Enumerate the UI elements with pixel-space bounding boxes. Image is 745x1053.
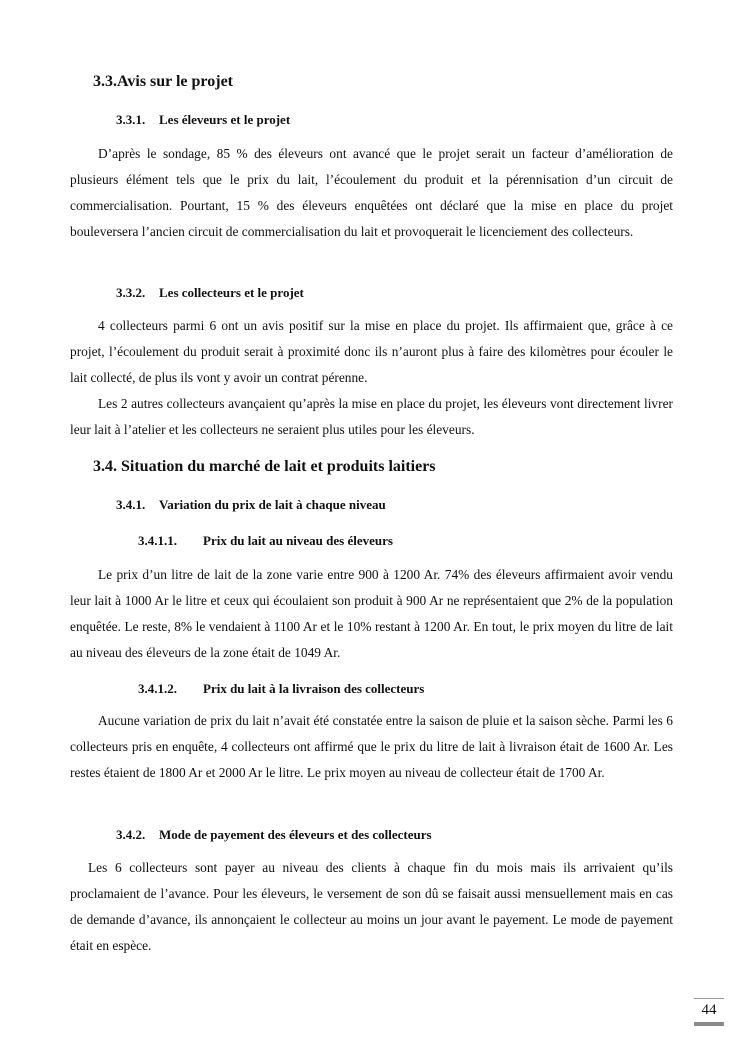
heading-title: Les éleveurs et le projet xyxy=(159,112,291,127)
footer-divider xyxy=(694,998,724,999)
heading-3-3-1 xyxy=(116,111,290,129)
heading-number: 3.4.1. xyxy=(116,497,146,512)
paragraph-2: 4 collecteurs parmi 6 ont un avis positif sur la mise en place du projet. Ils affirmaient que, grâce à ce projet, l’écoulement du produit serait à proximité donc ils n’auront plus à faire des kilomètres pour écouler le lait collecté, de plus ils vont y avoir un contrat pérenne. xyxy=(70,318,673,385)
paragraph-1: D’après le sondage, 85 % des éleveurs ont avancé que le projet serait un facteur d’amélioration de plusieurs élément tels que le prix du lait, l’écoulement du produit et la pérennisation d’un circuit de commercialisation. Pourtant, 15 % des éleveurs enquêtées ont déclaré que la mise en place du projet bouleversera l’ancien circuit de commercialisation du lait et provoquerait le licenciement des collecteurs. xyxy=(70,146,673,239)
heading-title: Prix du lait à la livraison des collecteurs xyxy=(203,681,425,696)
heading-3-4-1 xyxy=(116,496,386,514)
page-number: 44 xyxy=(701,1002,717,1018)
heading-3-4-1-2 xyxy=(138,680,424,698)
paragraph-4: Le prix d’un litre de lait de la zone varie entre 900 à 1200 Ar. 74% des éleveurs affirmaient avoir vendu leur lait à 1000 Ar le litre et ceux qui écoulaient son produit à 900 Ar ne représentaient que 2% de la population enquêtée. Le reste, 8% le vendaient à 1100 Ar et le 10% restant à 1200 Ar. En tout, le prix moyen du litre de lait au niveau des éleveurs de la zone était de 1049 Ar. xyxy=(70,567,673,660)
heading-number: 3.3.2. xyxy=(116,285,146,300)
heading-number: 3.3.1. xyxy=(116,112,146,127)
heading-3-4-2 xyxy=(116,826,432,844)
heading-3-4-1-1 xyxy=(138,532,393,550)
heading-number: 3.4.1.2. xyxy=(138,681,177,696)
heading-title: Mode de payement des éleveurs et des collecteurs xyxy=(159,827,432,842)
paragraph-3: Les 2 autres collecteurs avançaient qu’après la mise en place du projet, les éleveurs vont directement livrer leur lait à l’atelier et les collecteurs ne seraient plus utiles pour les éleveurs. xyxy=(70,396,673,437)
heading-3-3-2 xyxy=(116,284,304,302)
heading-3-3: 3.3.Avis sur le projet xyxy=(93,73,233,90)
heading-title: Les collecteurs et le projet xyxy=(159,285,304,300)
heading-title: Variation du prix de lait à chaque niveau xyxy=(159,497,386,512)
heading-number: 3.4.1.1. xyxy=(138,533,177,548)
heading-title: Prix du lait au niveau des éleveurs xyxy=(203,533,393,548)
paragraph-5: Aucune variation de prix du lait n’avait été constatée entre la saison de pluie et la saison sèche. Parmi les 6 collecteurs pris en enquête, 4 collecteurs ont affirmé que le prix du litre de lait à livraison était de 1600 Ar. Les restes étaient de 1800 Ar et 2000 Ar le litre. Le prix moyen au niveau de collecteur était de 1700 Ar. xyxy=(70,713,673,780)
footer-bar xyxy=(694,1022,724,1026)
heading-3-4: 3.4. Situation du marché de lait et produits laitiers xyxy=(93,458,436,475)
heading-number: 3.4.2. xyxy=(116,827,146,842)
paragraph-6: Les 6 collecteurs sont payer au niveau des clients à chaque fin du mois mais ils arrivaient qu’ils proclamaient de l’avance. Pour les éleveurs, le versement de son dû se faisait aussi mensuellement mais en cas de demande d’avance, ils annonçaient le collecteur au moins un jour avant le payement. Le mode de payement était en espèce. xyxy=(70,860,673,953)
